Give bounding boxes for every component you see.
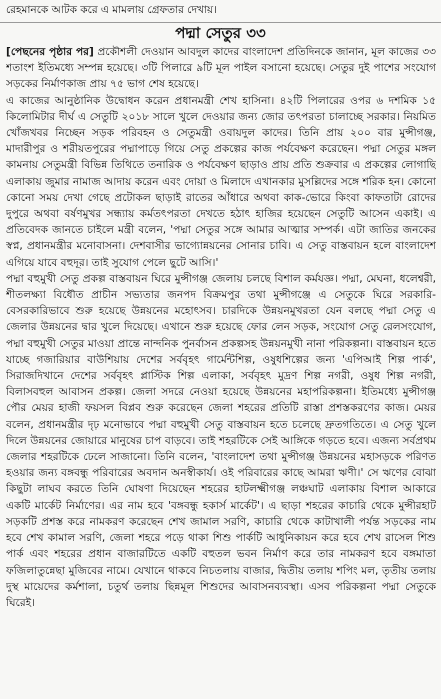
article-headline: পদ্মা সেতুর ৩৩ bbox=[175, 24, 266, 42]
paragraph-1-text: প্রকৌশলী দেওয়ান আবদুল কাদের বাংলাদেশ প্রতিদিনকে জানান, মূল কাজের ৩৩ শতাংশ ইতিমধ্যে সম্পন্ন হয়েছে। ৩টি পিলারে ৯টি মূল পাইল বসানো হয়েছে। সেতুর দুই পাশের সংযোগ সড়কের নির্মাণকাজ প্রায় ৭৫ ভাগ শেষ হয়েছে। bbox=[6, 46, 436, 91]
article-body bbox=[6, 44, 436, 697]
previous-article-tail: রেহমানকে আটক করে এ মামলায় গ্রেফতার দেখায়। bbox=[6, 4, 217, 16]
paragraph-3: পদ্মা বহুমুখী সেতু প্রকল্প বাস্তবায়ন ঘিরে মুন্সীগঞ্জ জেলায় চলছে বিশাল কর্মযজ্ঞ। পদ্মা, মেঘনা, ধলেশ্বরী, শীতলক্ষ্যা বিধৌত প্রাচীন সভ্যতার জনপদ বিক্রমপুর তথা মুন্সীগঞ্জে এ সেতুকে ঘিরে সরকারি-বেসরকারিভাবে শুরু হয়েছে উন্নয়নের মহোৎসব। চারদিকে উন্নয়নমুখরতা যেন বলছে পদ্মা সেতু এ জেলার উন্নয়নের দ্বার খুলে দিয়েছে। এখানে শুরু হয়েছে ফোর লেন সড়ক, সংযোগ সেতু রেলসংযোগ, পদ্মা বহুমুখী সেতুর মাওয়া প্রান্তে নান্দনিক পুনর্বাসন প্রকল্পসহ উন্নয়নমুখী নানা পরিকল্পনা। বাস্তবায়ন হতে যাচ্ছে গজারিয়ার বাউশিয়ায় দেশের সর্ববৃহৎ গার্মেন্টশিল্প, ওষুধশিল্পের জন্য 'এপিআই শিল্প পার্ক', সিরাজদিখানে দেশের সর্ববৃহৎ প্লাস্টিক শিল্প এলাকা, সর্ববৃহৎ মুদ্রণ শিল্প নগরী, ওষুধ শিল্প নগরী, বিলাসবহুল আবাসন প্রকল্প। জেলা সদরে নেওয়া হয়েছে উন্নয়নের মহাপরিকল্পনা। ইতিমধ্যে মুন্সীগঞ্জ পৌর মেয়র হাজী ফয়সল বিপ্লব শুরু করেছেন জেলা শহরের প্রতিটি রাস্তা প্রশস্তকরণের কাজ। মেয়র বলেন, প্রধানমন্ত্রীর দৃঢ় মনোভাবে পদ্মা বহুমুখী সেতু বাস্তবায়ন হতে চলেছে দ্রুতগতিতে। এ সেতু খুলে দিলে উন্নয়নের জোয়ারে মানুষের চাপ বাড়বে। তাই শহরটিকে সেই আঙ্গিকে গড়তে হবে। এজন্য সর্বপ্রথম জেলার শহরটিকে ঢেলে সাজানো। তিনি বলেন, 'বাংলাদেশ তথা মুন্সীগঞ্জ উন্নয়নের মহাসড়কে পরিণত হওয়ার জন্য বঙ্গবন্ধু পরিবারের অবদান অনস্বীকার্য। ওই পরিবারের কাছে আমরা ঋণী।' সে ঋণের বোঝা কিছুটা লাঘব করতে তিনি ঘোষণা দিয়েছেন শহরের হাটলক্ষ্মীগঞ্জ লঞ্চঘাট এলাকায় বিশাল আকারে একটি মার্কেট নির্মাণের। এর নাম হবে 'বঙ্গবন্ধু হকার্স মার্কেট'। এ ছাড়া শহরের কাচারি থেকে মুন্সীরহাট সড়কটি প্রশস্ত করে নামকরণ করেছেন শেখ জামাল সরণি, কাচারি থেকে কাটাখালী পর্যন্ত সড়কের নাম হবে শেখ কামাল সরণি, জেলা শহরে পড়ে থাকা শিশু পার্কটি আধুনিকায়ন করে হবে শেখ রাসেল শিশু পার্ক এবং শহরের প্রধান বাজারটিতে একটি বহুতল ভবন নির্মাণ করে তার নামকরণ হবে বঙ্গমাতা ফজিলাতুন্নেছা মুজিবের নামে। যেখানে থাকবে নিচতলায় বাজার, দ্বিতীয় তলায় শপিং মল, তৃতীয় তলায় দুস্থ মায়েদের কর্মশালা, চতুর্থ তলায় ছিন্নমূল শিশুদের আবাসনব্যবস্থা। এসব পরিকল্পনা পদ্মা সেতুকে ঘিরেই। bbox=[6, 272, 436, 609]
paragraph-2: এ কাজের আনুষ্ঠানিক উদ্বোধন করেন প্রধানমন্ত্রী শেখ হাসিনা। ৪২টি পিলারের ওপর ৬ দশমিক ১৫ কিলোমিটার দীর্ঘ এ সেতুটি ২০১৮ সালে খুলে দেওয়ার জন্য জোর তৎপরতা চালাচ্ছে সরকার। নিয়মিত খোঁজখবর নিচ্ছেন সড়ক পরিবহন ও সেতুমন্ত্রী ওবায়দুল কাদের। তিনি প্রায় ২০০ বার মুন্সীগঞ্জ, মাদারীপুর ও শরীয়তপুরের পদ্মাপাড়ে গিয়ে সেতু প্রকল্পের কাজ পর্যবেক্ষণ করেছেন। পদ্মা সেতুর মঙ্গল কামনায় সেতুমন্ত্রী বিভিন্ন তিথিতে তনারিক ও পর্যবেক্ষণ ছাড়াও প্রায় প্রতি শুক্রবার এ প্রকল্পের লোগাছি এলাকায় জুমার নামাজ আদায় করেন এবং দোয়া ও মিলাদে এখানকার মুসল্লিদের সঙ্গে শরিক হন। কোনো কোনো সময় দেখা গেছে প্রটোকল ছাড়াই রাতের আঁধারে অথবা কাক-ভোরে কিংবা কাফতাটা রোদের দুপুরে অথবা বর্ষণমুখর সন্ধ্যায় কর্মতৎপরতা দেখতে হঠাৎ হাজির হয়েছেন সেতুটি আসেন একাই। এ প্রতিবেদক জানতে চাইলে মন্ত্রী বলেন, 'পদ্মা সেতুর সঙ্গে আমার আত্মার সম্পর্ক। এটা জাতির জনকের স্বপ্ন, প্রধানমন্ত্রীর মনোবাসনা। দেশবাসীর ভাগ্যোন্নয়নের সোনার চাবি। এ সেতু বাস্তবায়ন হলে বাংলাদেশ এগিয়ে যাবে বহুদূর। তাই সুযোগ পেলে ছুটে আসি।' bbox=[6, 94, 436, 269]
continuation-marker: [পেছনের পৃষ্ঠার পর] bbox=[6, 46, 94, 58]
paragraph-1 bbox=[6, 44, 436, 93]
